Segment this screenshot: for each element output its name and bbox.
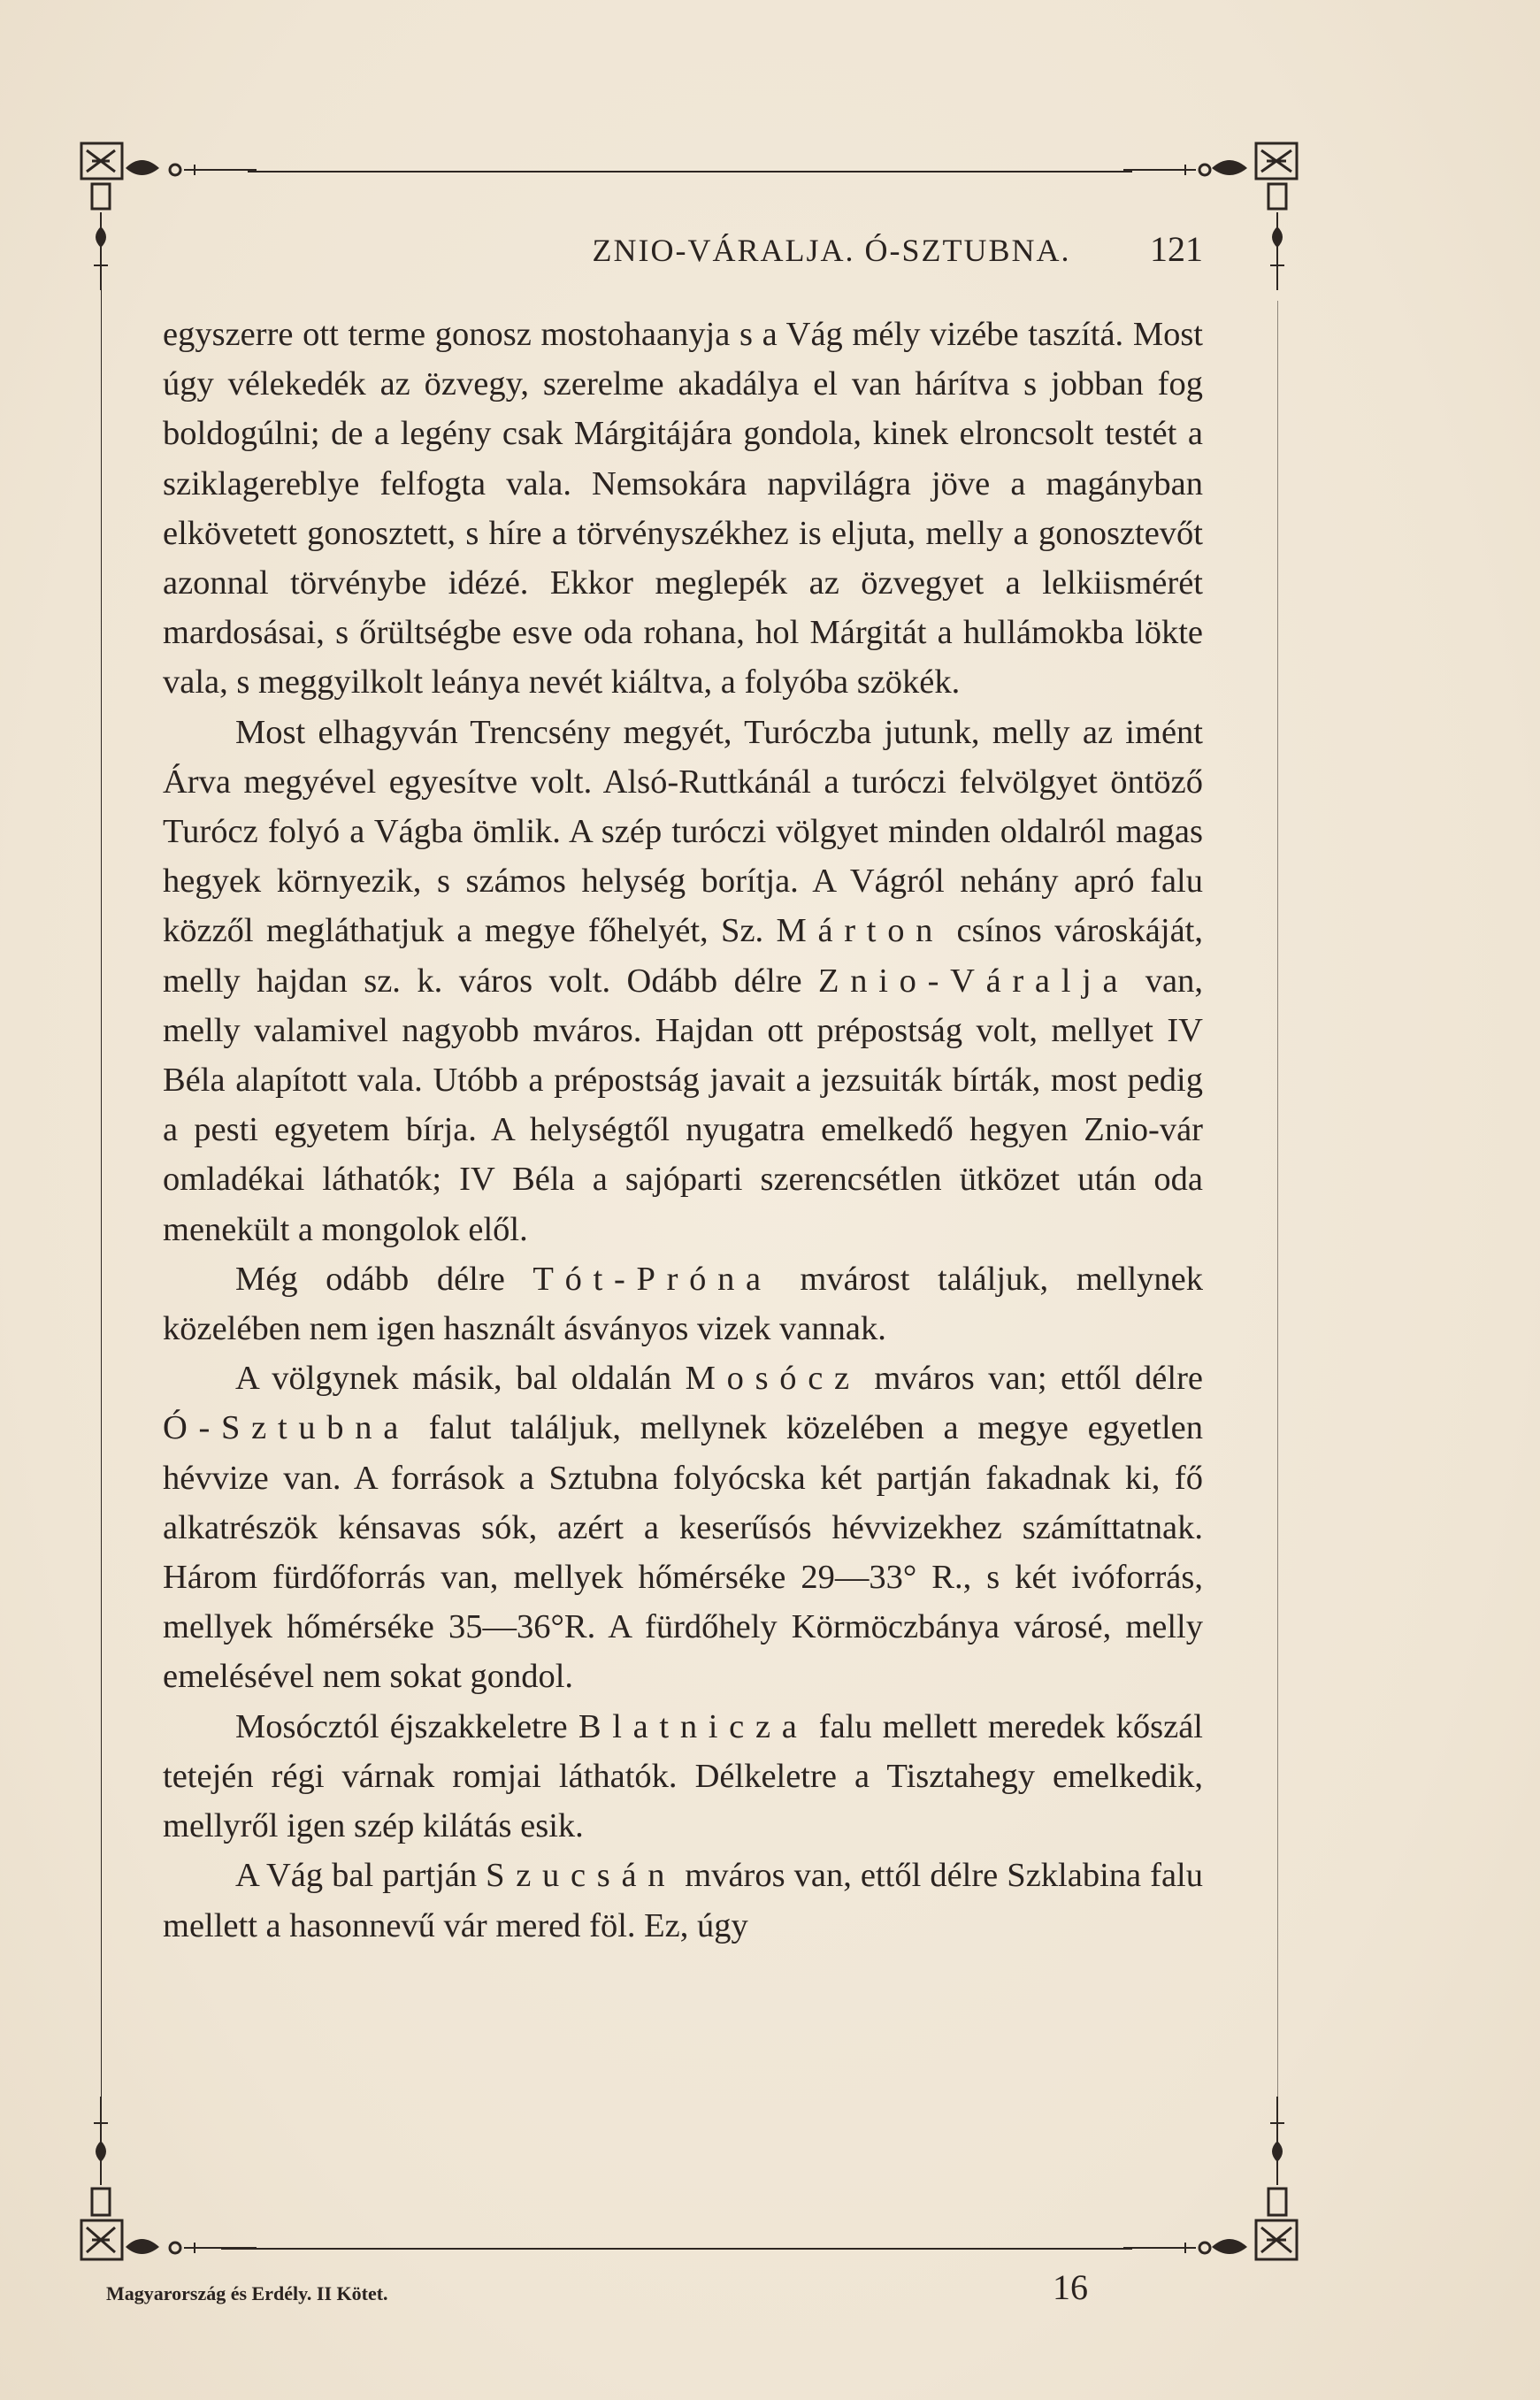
spaced-name: Blatnicza: [578, 1707, 808, 1745]
spaced-name: Znio-Váralja: [818, 962, 1130, 1000]
footer-signature: 16: [1053, 2267, 1088, 2307]
running-head: ZNIO-VÁRALJA. Ó-SZTUBNA.: [592, 233, 1071, 268]
paragraph: [163, 1353, 1203, 1701]
paragraph: [163, 310, 1203, 708]
left-rule: [101, 274, 102, 2097]
right-rule: [1277, 301, 1278, 2105]
footer-book-title: Magyarország és Erdély. II Kötet.: [106, 2282, 388, 2304]
top-rule: [248, 171, 1132, 173]
body-text: [163, 310, 1203, 1951]
bottom-rule: [221, 2248, 1132, 2250]
paragraph: [163, 1702, 1203, 1852]
text-run: Mosócztól éjszakkeletre: [235, 1707, 578, 1745]
spaced-name: Szucsán: [486, 1857, 677, 1895]
corner-ornament-bottom-left: [80, 2097, 257, 2273]
text-run: mváros van, ettől délre Szklabina falu mellett a hasonnevű vár mered föl. Ez, úgy: [163, 1857, 1203, 1944]
paragraph: [163, 708, 1203, 1254]
paragraph: [163, 1254, 1203, 1353]
corner-ornament-bottom-right: [1123, 2097, 1300, 2273]
text-run: van, melly valamivel nagyobb mváros. Hajdan ott prépostság volt, mellyet IV Béla alapított vala. Utóbb a prépostság javait a jezsuiták bírták, most pedig a pesti egyetem bírja. A helységtől nyugatra emelkedő hegyen Znio-vár omladékai láthatók; IV Béla a sajóparti szerencsétlen ütközet után oda menekült a mongolok elől.: [163, 962, 1203, 1248]
spaced-name: Ó-Sztubna: [163, 1409, 410, 1447]
spaced-name: Márton: [776, 912, 945, 950]
spaced-name: Mosócz: [685, 1360, 861, 1398]
text-run: A Vág bal partján: [235, 1857, 487, 1895]
text-run: mvárost találjuk, mellynek közelében nem igen használt ásványos vizek vannak.: [163, 1260, 1204, 1348]
spaced-name: Tót-Próna: [532, 1260, 772, 1298]
text-run: falu mellett meredek kőszál tetején régi várnak romjai láthatók. Délkeletre a Tisztahegy emelkedik, mellyről igen szép kilátás esik.: [163, 1707, 1203, 1845]
text-run: Most elhagyván Trencsény megyét, Turóczba jutunk, melly az imént Árva megyével egyesítve volt. Alsó-Ruttkánál a turóczi felvölgyet öntöző Turócz folyó a Vágba ömlik. A szép turóczi völgyet minden oldalról magas hegyek környezik, s számos helység borítja. A Vágról nehány apró falu közzől megláthatjuk a megye főhelyét, Sz.: [163, 713, 1203, 950]
paragraph: [163, 1851, 1203, 1950]
text-run: falut találjuk, mellynek közelében a megye egyetlen hévvize van. A források a Sztubna folyócska két partján fakadnak ki, fő alkatrészök kénsavas sók, azért a keserűsós hévvizekhez számíttatnak. Három fürdőforrás van, mellyek hőmérséke 29—33° R., s két ivóforrás, mellyek hőmérséke 35—36°R. A fürdőhely Körmöczbánya városé, melly emelésével nem sokat gondol.: [163, 1409, 1203, 1696]
text-run: csínos városkáját, melly hajdan sz. k. város volt. Odább délre: [163, 912, 1203, 1000]
page-number: 121: [1150, 229, 1203, 269]
text-run: Még odább délre: [235, 1260, 533, 1298]
text-run: egyszerre ott terme gonosz mostohaanyja s a Vág mély vizébe taszítá. Most úgy vélekedék az özvegy, szerelme akadálya el van hárítva s jobban fog boldogúlni; de a legény csak Márgitájára gondola, kinek elroncsolt testét a sziklagereblye felfogta vala. Nemsokára napvilágra jöve a magányban elkövetett gonosztett, s híre a törvényszékhez is eljuta, melly a gonosztevőt azonnal törvénybe idézé. Ekkor meglepék az özvegyet a lelkiismérét mardosásai, s őrültségbe esve oda rohana, hol Márgitát a hullámokba lökte vala, s meggyilkolt leánya nevét kiáltva, a folyóba szökék.: [163, 316, 1203, 702]
text-run: A völgynek másik, bal oldalán: [235, 1360, 686, 1398]
text-run: mváros van; ettől délre: [860, 1360, 1203, 1398]
corner-ornament-top-left: [80, 142, 257, 292]
